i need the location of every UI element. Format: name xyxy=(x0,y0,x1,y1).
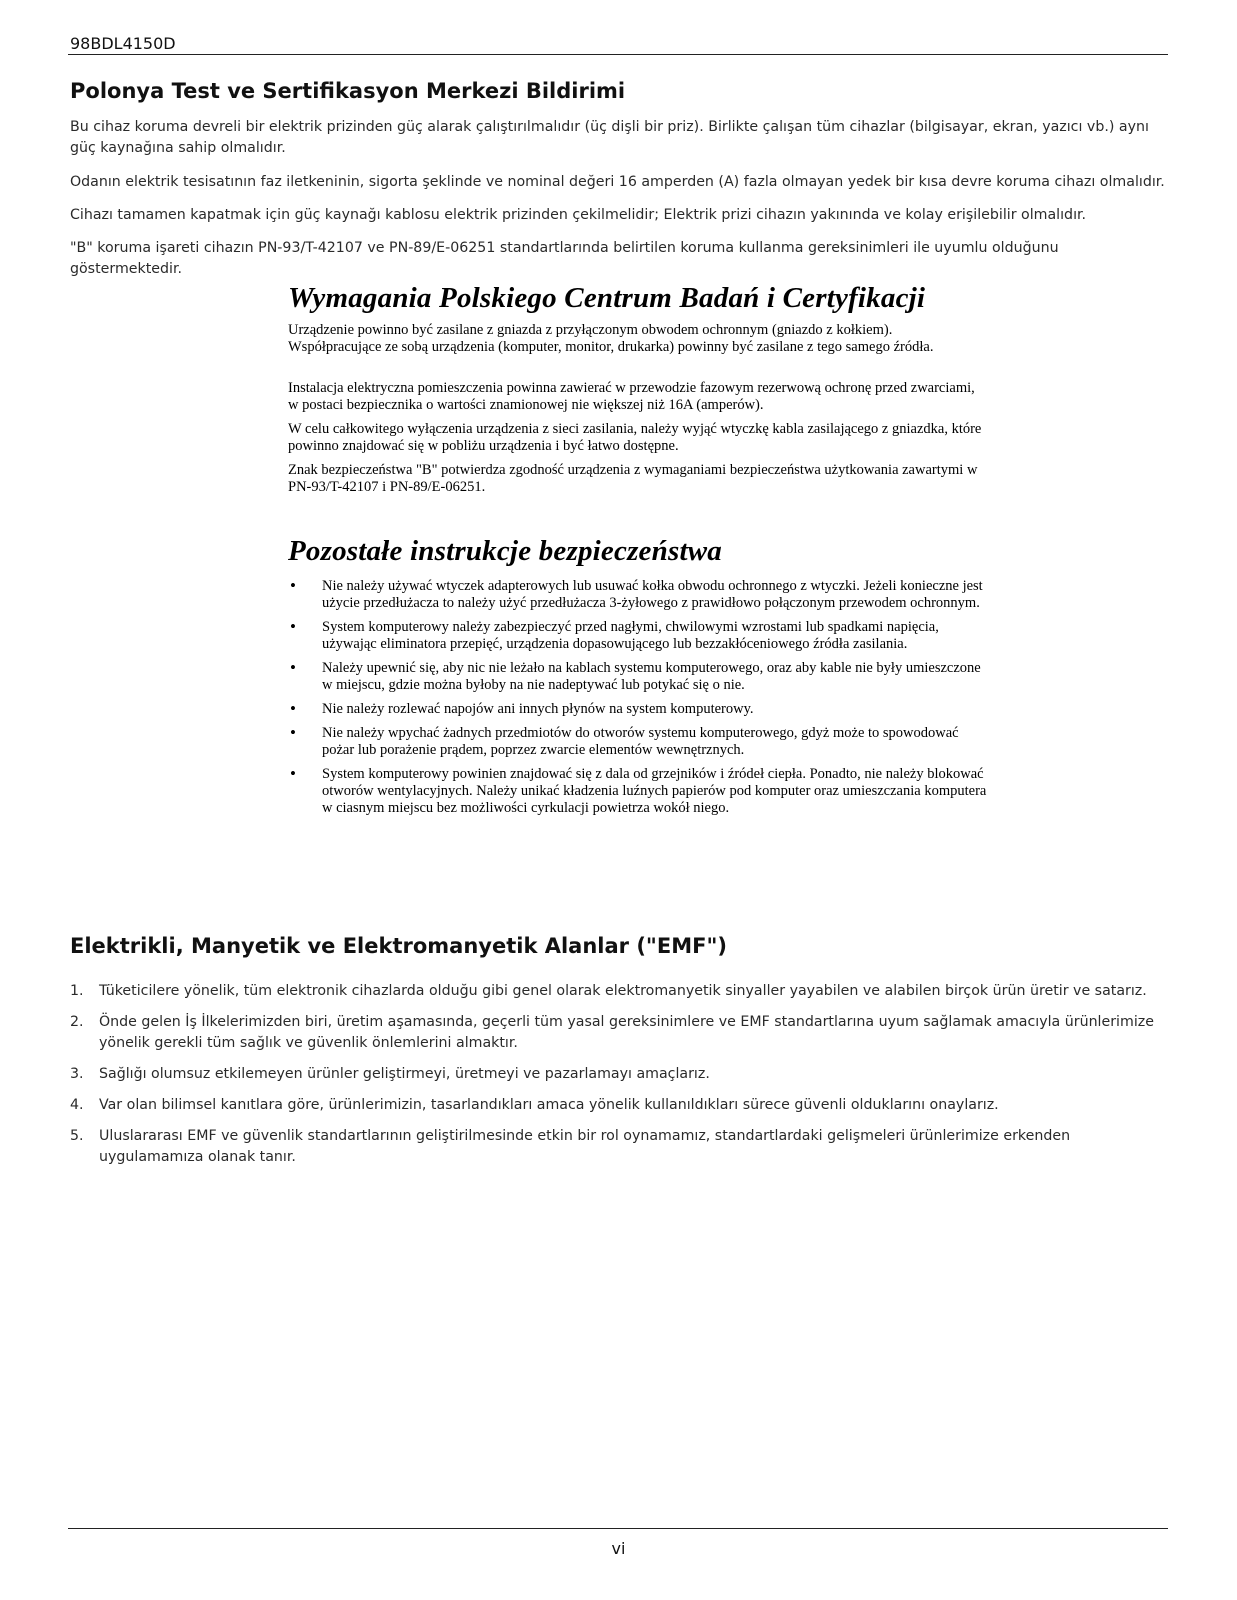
polish-title-safety: Pozostałe instrukcje bezpieczeństwa xyxy=(288,535,722,567)
list-text: Önde gelen İş İlkelerimizden biri, üretim aşamasında, geçerli tüm yasal gereksinimlere ve EMF standartlarına uyum sağlamak amacıyla ürünlerimize yönelik gerekli tüm sağlık ve güvenlik önlemlerini almaktır. xyxy=(99,1014,1154,1051)
list-number: 4. xyxy=(70,1097,84,1113)
polish-paragraph: Urządzenie powinno być zasilane z gniazda z przyłączonym obwodem ochronnym (gniazdo z kołkiem). Współpracujące ze sobą urządzenia (komputer, monitor, drukarka) powinny być zasilane z tego samego źródła. xyxy=(288,322,934,355)
list-item: • System komputerowy należy zabezpieczyć przed nagłymi, chwilowymi wzrostami lub spadkami napięcia, używając eliminatora przepięć, urządzenia dopasowującego lub bezzakłóceniowego źródła zasilania. xyxy=(288,619,988,653)
paragraph: Cihazı tamamen kapatmak için güç kaynağı kablosu elektrik prizinden çekilmelidir; Elektrik prizi cihazın yakınında ve kolay erişilebilir olmalıdır. xyxy=(70,207,1087,223)
list-item: • Należy upewnić się, aby nic nie leżało na kablach systemu komputerowego, oraz aby kable nie były umieszczone w miejscu, gdzie można byłoby na nie nadeptywać lub potykać się o nie. xyxy=(288,660,988,694)
emf-list xyxy=(70,981,1170,1178)
paragraph: Odanın elektrik tesisatının faz iletkeninin, sigorta şeklinde ve nominal değeri 16 amperden (A) fazla olmayan yedek bir kısa devre koruma cihazı olmalıdır. xyxy=(70,174,1165,190)
page-number: vi xyxy=(611,1539,626,1558)
footer-divider xyxy=(68,1528,1168,1529)
list-item xyxy=(70,981,1170,1002)
list-item xyxy=(70,1126,1170,1168)
list-item: • Nie należy wpychać żadnych przedmiotów do otworów systemu komputerowego, gdyż może to spowodować pożar lub porażenie prądem, poprzez zwarcie elementów wewnętrznych. xyxy=(288,725,988,759)
header-divider xyxy=(68,54,1168,55)
list-text: Uluslararası EMF ve güvenlik standartlarının geliştirilmesinde etkin bir rol oynamamız, standartlardaki gelişmeleri ürünlerimize erkenden uygulamamıza olanak tanır. xyxy=(99,1128,1071,1165)
list-item xyxy=(70,1064,1170,1085)
list-item xyxy=(70,1012,1170,1054)
paragraph: Bu cihaz koruma devreli bir elektrik prizinden güç alarak çalıştırılmalıdır (üç dişli bir priz). Birlikte çalışan tüm cihazlar (bilgisayar, ekran, yazıcı vb.) aynı güç kaynağına sahip olmalıdır. xyxy=(70,119,1149,156)
list-number: 3. xyxy=(70,1066,84,1082)
section-title-emf: Elektrikli, Manyetik ve Elektromanyetik Alanlar ("EMF") xyxy=(70,934,727,958)
polish-paragraph: Znak bezpieczeństwa "B" potwierdza zgodność urządzenia z wymaganiami bezpieczeństwa użytkowania zawartymi w PN-93/T-42107 i PN-89/E-06251. xyxy=(288,462,978,495)
list-item: • Nie należy używać wtyczek adapterowych lub usuwać kołka obwodu ochronnego z wtyczki. Jeżeli konieczne jest użycie przedłużacza to należy użyć przedłużacza 3-żyłowego z prawidłowo połączonym przewodem ochronnym. xyxy=(288,578,988,612)
list-item: • System komputerowy powinien znajdować się z dala od grzejników i źródeł ciepła. Ponadto, nie należy blokować otworów wentylacyjnych. Należy unikać kładzenia luźnych papierów pod komputer oraz umieszczania komputera w ciasnym miejscu bez możliwości cyrkulacji powietrza wokół niego. xyxy=(288,766,988,817)
polish-paragraph: W celu całkowitego wyłączenia urządzenia z sieci zasilania, należy wyjąć wtyczkę kabla zasilającego z gniazdka, które powinno znajdować się w pobliżu urządzenia i być łatwo dostępne. xyxy=(288,421,982,454)
polish-paragraph: Instalacja elektryczna pomieszczenia powinna zawierać w przewodzie fazowym rezerwową ochronę przed zwarciami, w postaci bezpiecznika o wartości znamionowej nie większej niż 16A (amperów). xyxy=(288,380,975,413)
polish-requirements-image xyxy=(288,282,988,892)
model-number: 98BDL4150D xyxy=(70,34,176,53)
list-number: 2. xyxy=(70,1014,84,1030)
polish-title-requirements: Wymagania Polskiego Centrum Badań i Certyfikacji xyxy=(288,282,926,314)
list-item xyxy=(70,1095,1170,1116)
list-number: 5. xyxy=(70,1128,84,1144)
list-item: • Nie należy rozlewać napojów ani innych płynów na system komputerowy. xyxy=(288,701,988,718)
paragraph: "B" koruma işareti cihazın PN-93/T-42107 ve PN-89/E-06251 standartlarında belirtilen koruma kullanma gereksinimleri ile uyumlu olduğunu göstermektedir. xyxy=(70,240,1059,277)
polish-safety-list xyxy=(288,578,988,824)
list-text: Sağlığı olumsuz etkilemeyen ürünler geliştirmeyi, üretmeyi ve pazarlamayı amaçlarız. xyxy=(99,1066,710,1082)
section-title-poland-certification: Polonya Test ve Sertifikasyon Merkezi Bildirimi xyxy=(70,79,626,103)
list-text: Var olan bilimsel kanıtlara göre, ürünlerimizin, tasarlandıkları amaca yönelik kullanıldıkları sürece güvenli olduklarını onaylarız. xyxy=(99,1097,999,1113)
list-number: 1. xyxy=(70,983,84,999)
list-text: Tüketicilere yönelik, tüm elektronik cihazlarda olduğu gibi genel olarak elektromanyetik sinyaller yayabilen ve alabilen birçok ürün üretir ve satarız. xyxy=(99,983,1147,999)
